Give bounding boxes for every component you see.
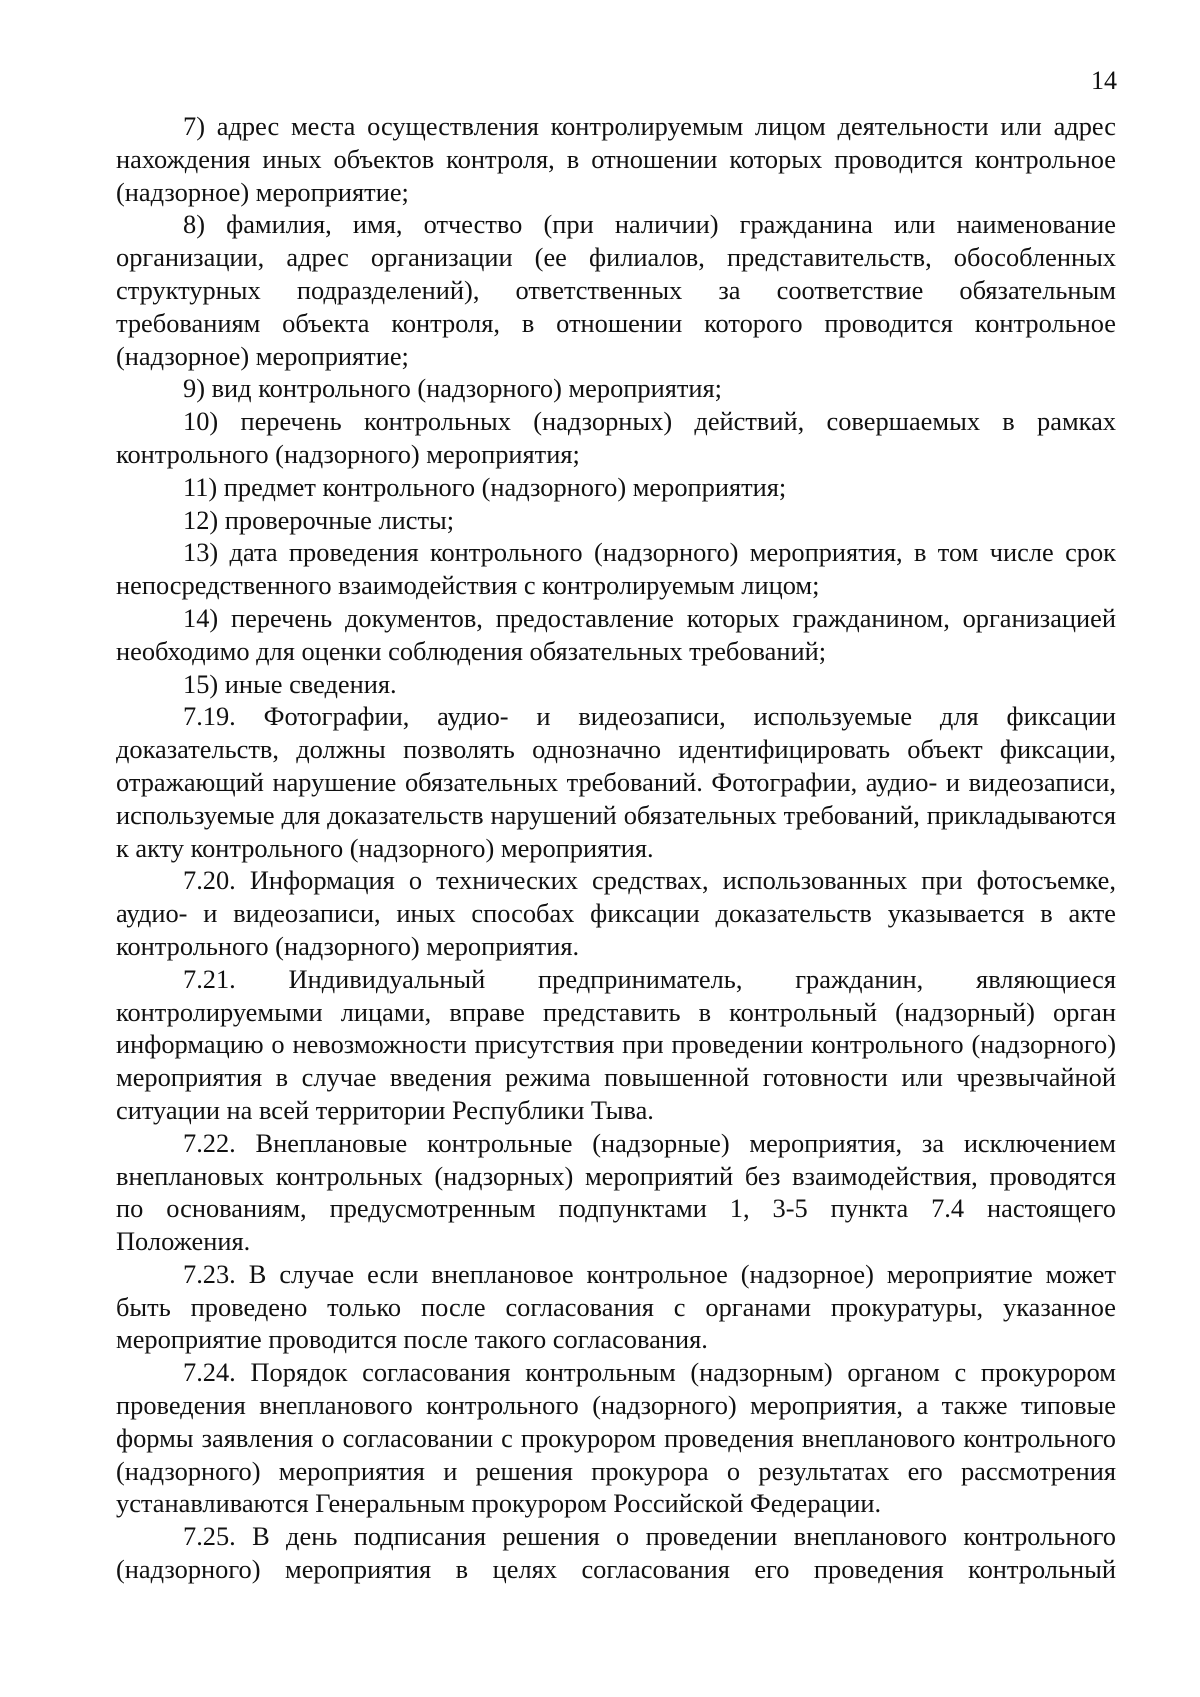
list-item-14: 14) перечень документов, предоставление которых гражданином, организацией необходимо для оценки соблюдения обязательных требований; <box>116 602 1116 666</box>
list-item-11: 11) предмет контрольного (надзорного) мероприятия; <box>183 471 787 502</box>
list-item-9: 9) вид контрольного (надзорного) мероприятия; <box>183 373 722 404</box>
list-item-12: 12) проверочные листы; <box>183 504 455 535</box>
clause-7-25: 7.25. В день подписания решения о проведении внепланового контрольного (надзорного) мероприятия в целях согласования его проведения контрольный <box>116 1521 1116 1585</box>
clause-7-20: 7.20. Информация о технических средствах, использованных при фотосъемке, аудио- и видеозаписи, иных способах фиксации доказательств указывается в акте контрольного (надзорного) мероприятия. <box>116 865 1116 961</box>
clause-7-24: 7.24. Порядок согласования контрольным (надзорным) органом с прокурором проведения внепланового контрольного (надзорного) мероприятия, а также типовые формы заявления о согласовании с прокурором проведения внепланового контрольного (надзорного) мероприятия и решения прокурора о результатах его рассмотрения устанавливаются Генеральным прокурором Российской Федерации. <box>116 1357 1116 1519</box>
page-number: 14 <box>1091 66 1117 95</box>
clause-7-19: 7.19. Фотографии, аудио- и видеозаписи, используемые для фиксации доказательств, должны позволять однозначно идентифицировать объект фиксации, отражающий нарушение обязательных требований. Фотографии, аудио- и видеозаписи, используемые для доказательств нарушений обязательных требований, прикладываются к акту контрольного (надзорного) мероприятия. <box>116 701 1116 863</box>
clause-7-22: 7.22. Внеплановые контрольные (надзорные) мероприятия, за исключением внеплановых контрольных (надзорных) мероприятий без взаимодействия, проводятся по основаниям, предусмотренным подпунктами 1, 3-5 пункта 7.4 настоящего Положения. <box>116 1127 1116 1257</box>
list-item-10: 10) перечень контрольных (надзорных) действий, совершаемых в рамках контрольного (надзорного) мероприятия; <box>116 406 1116 469</box>
clause-7-23: 7.23. В случае если внеплановое контрольное (надзорное) мероприятие может быть проведено только после согласования с органами прокуратуры, указанное мероприятие проводится после такого согласования. <box>116 1258 1116 1355</box>
list-item-15: 15) иные сведения. <box>183 668 397 699</box>
list-item-8: 8) фамилия, имя, отчество (при наличии) гражданина или наименование организации, адрес организации (ее филиалов, представительств, обособленных структурных подразделений), ответственных за соответствие обязательным требованиям объекта контроля, в отношении которого проводится контрольное (надзорное) мероприятие; <box>116 209 1116 371</box>
clause-7-21: 7.21. Индивидуальный предприниматель, гражданин, являющиеся контролируемыми лицами, вправе представить в контрольный (надзорный) орган информацию о невозможности присутствия при проведении контрольного (надзорного) мероприятия в случае введения режима повышенной готовности или чрезвычайной ситуации на всей территории Республики Тыва. <box>116 963 1116 1125</box>
list-item-7: 7) адрес места осуществления контролируемым лицом деятельности или адрес нахождения иных объектов контроля, в отношении которых проводится контрольное (надзорное) мероприятие; <box>116 111 1116 207</box>
list-item-13: 13) дата проведения контрольного (надзорного) мероприятия, в том числе срок непосредственного взаимодействия с контролируемым лицом; <box>116 537 1116 601</box>
document-body <box>116 110 1116 1586</box>
